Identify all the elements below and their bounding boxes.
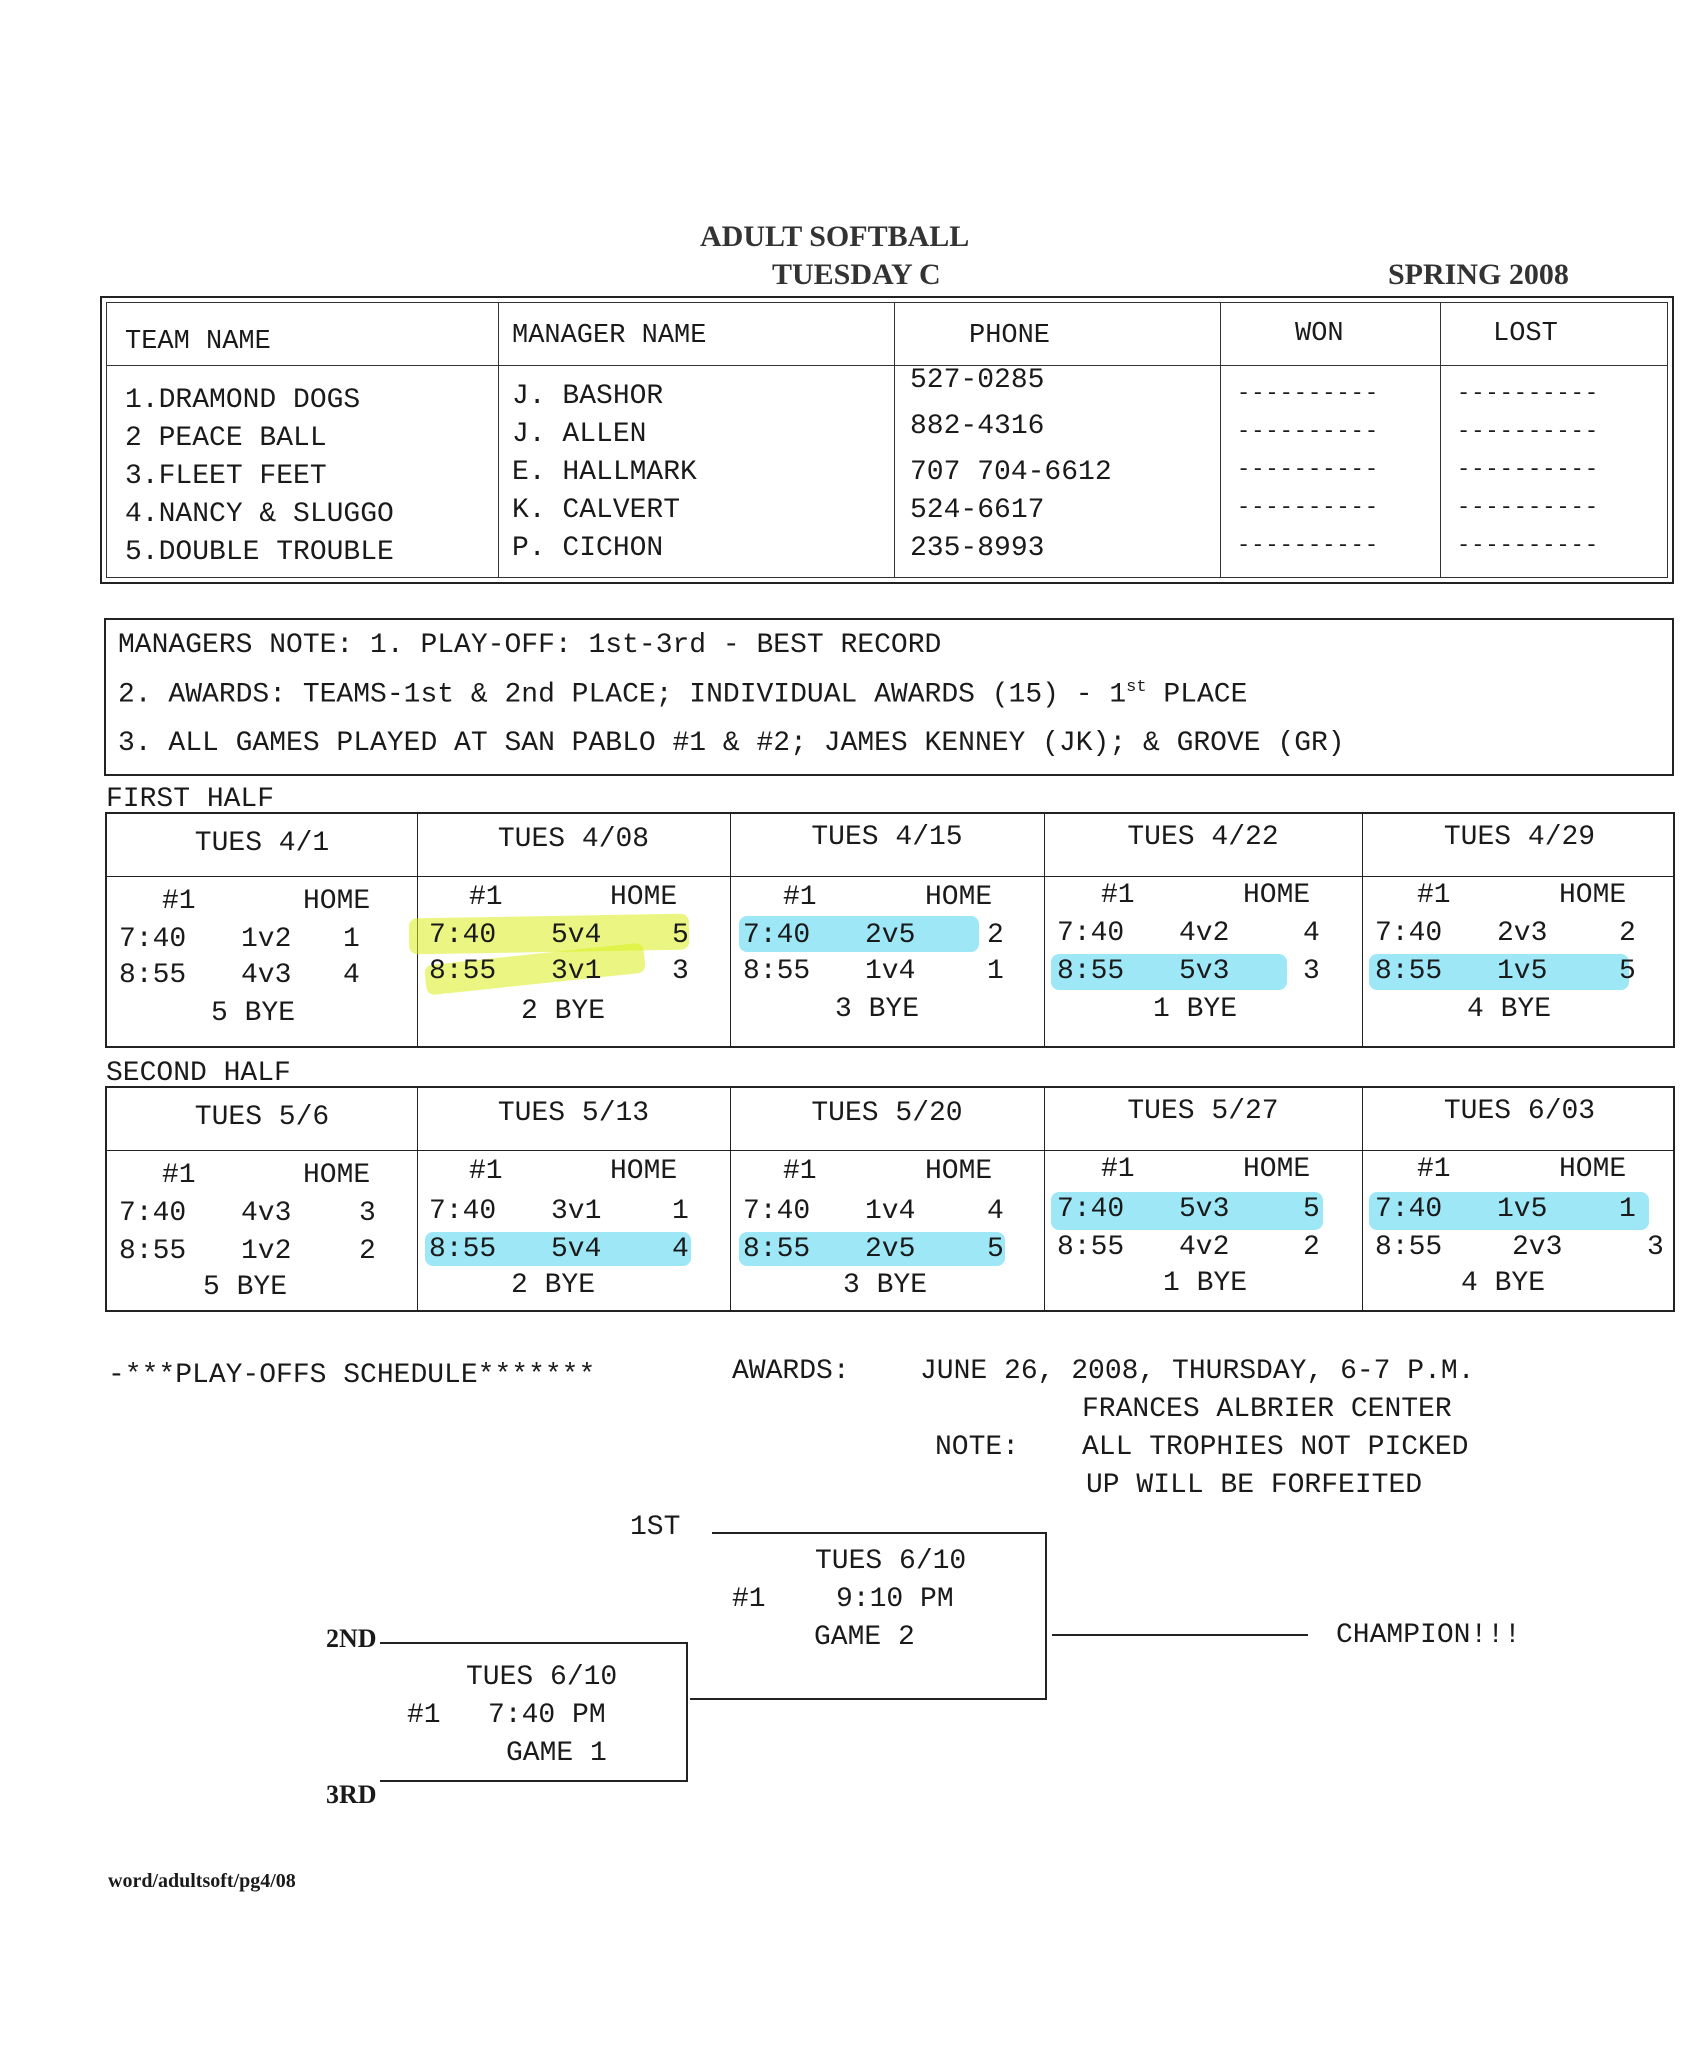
matchup: 4v2 <box>1179 918 1230 949</box>
matchup: 5v4 <box>551 920 602 951</box>
matchup: 2v5 <box>865 1234 916 1265</box>
field-label: #1 <box>469 882 503 913</box>
team-name: 2 PEACE BALL <box>125 423 327 454</box>
week-date: TUES 4/29 <box>1443 822 1596 853</box>
game1-time: 7:40 PM <box>488 1700 606 1731</box>
game-time: 7:40 <box>429 1196 497 1227</box>
game-time: 8:55 <box>1057 956 1125 987</box>
trophy-note-line1: ALL TROPHIES NOT PICKED <box>1082 1432 1469 1463</box>
col-header-phone: PHONE <box>969 321 1051 351</box>
game2-name: GAME 2 <box>814 1622 915 1653</box>
home-team: 3 <box>672 956 689 987</box>
home-label: HOME <box>610 882 678 913</box>
matchup: 1v5 <box>1497 956 1548 987</box>
awards-label: AWARDS: <box>732 1356 850 1387</box>
home-team: 3 <box>1647 1232 1664 1263</box>
home-team: 5 <box>1619 956 1636 987</box>
home-label: HOME <box>1243 1154 1311 1185</box>
game-time: 8:55 <box>743 956 811 987</box>
season-label: SPRING 2008 <box>1388 258 1569 291</box>
game2-time: 9:10 PM <box>836 1584 954 1615</box>
game-time: 8:55 <box>1057 1232 1125 1263</box>
home-team: 1 <box>672 1196 689 1227</box>
game-time: 8:55 <box>429 1234 497 1265</box>
matchup: 2v3 <box>1512 1232 1563 1263</box>
home-team: 3 <box>359 1198 376 1229</box>
field-label: #1 <box>162 1160 196 1191</box>
col-header-lost: LOST <box>1493 319 1558 349</box>
home-label: HOME <box>610 1156 678 1187</box>
phone: 235-8993 <box>910 533 1045 564</box>
home-label: HOME <box>1559 1154 1627 1185</box>
field-label: #1 <box>1101 880 1135 911</box>
field-label: #1 <box>1417 880 1451 911</box>
home-label: HOME <box>1559 880 1627 911</box>
matchup: 3v1 <box>551 1196 602 1227</box>
game-time: 7:40 <box>1057 1194 1125 1225</box>
week-date: TUES 5/20 <box>811 1098 963 1129</box>
game-time: 8:55 <box>1375 1232 1443 1263</box>
note-line1: MANAGERS NOTE: 1. PLAY-OFF: 1st-3rd - BEST RECORD <box>118 630 942 661</box>
home-label: HOME <box>303 1160 371 1191</box>
team-name: 5.DOUBLE TROUBLE <box>125 537 394 568</box>
manager-name: J. ALLEN <box>512 419 647 450</box>
matchup: 5v3 <box>1179 1194 1230 1225</box>
matchup: 1v2 <box>241 924 292 955</box>
home-team: 1 <box>1619 1194 1636 1225</box>
manager-name: E. HALLMARK <box>512 457 697 488</box>
note-label: NOTE: <box>935 1432 1020 1463</box>
week-date: TUES 4/15 <box>811 822 963 853</box>
game2-day: TUES 6/10 <box>815 1546 967 1577</box>
game-time: 8:55 <box>1375 956 1443 987</box>
week-date: TUES 4/08 <box>497 824 650 855</box>
home-label: HOME <box>925 1156 993 1187</box>
second-half-grid <box>105 1086 1675 1312</box>
bye-team: 3 BYE <box>835 994 920 1025</box>
home-label: HOME <box>1243 880 1311 911</box>
awards-date: JUNE 26, 2008, THURSDAY, 6-7 P.M. <box>920 1356 1475 1387</box>
home-label: HOME <box>925 882 993 913</box>
home-team: 1 <box>987 956 1004 987</box>
won-blank: ---------- <box>1237 533 1380 558</box>
game-time: 7:40 <box>1375 918 1443 949</box>
won-blank: ---------- <box>1237 381 1380 406</box>
awards-place: FRANCES ALBRIER CENTER <box>1082 1394 1452 1425</box>
home-team: 2 <box>359 1236 376 1267</box>
home-label: HOME <box>303 886 371 917</box>
matchup: 3v1 <box>551 956 602 987</box>
manager-name: J. BASHOR <box>512 381 664 412</box>
lost-blank: ---------- <box>1457 533 1600 558</box>
game-time: 7:40 <box>429 920 497 951</box>
home-team: 3 <box>1303 956 1320 987</box>
roster-table <box>100 296 1674 584</box>
matchup: 2v5 <box>865 920 916 951</box>
game-time: 7:40 <box>743 1196 811 1227</box>
col-header-manager: MANAGER NAME <box>512 321 707 351</box>
home-team: 1 <box>343 924 360 955</box>
team-name: 1.DRAMOND DOGS <box>125 385 361 416</box>
title-line1: ADULT SOFTBALL <box>700 220 970 253</box>
col-header-team: TEAM NAME <box>125 327 271 357</box>
home-team: 4 <box>343 960 360 991</box>
phone: 882-4316 <box>910 411 1045 442</box>
seed-3rd: 3RD <box>326 1780 377 1809</box>
seed-2nd: 2ND <box>326 1624 377 1653</box>
phone: 527-0285 <box>910 365 1045 396</box>
champion-label: CHAMPION!!! <box>1336 1620 1521 1651</box>
matchup: 1v5 <box>1497 1194 1548 1225</box>
home-team: 5 <box>1303 1194 1320 1225</box>
bye-team: 3 BYE <box>843 1270 928 1301</box>
matchup: 2v3 <box>1497 918 1548 949</box>
game1-name: GAME 1 <box>506 1738 607 1769</box>
game-time: 8:55 <box>119 1236 187 1267</box>
second-half-label: SECOND HALF <box>106 1058 291 1089</box>
manager-name: P. CICHON <box>512 533 664 564</box>
first-half-grid <box>105 812 1675 1048</box>
bye-team: 2 BYE <box>511 1270 596 1301</box>
matchup: 1v2 <box>241 1236 292 1267</box>
note-line2: 2. AWARDS: TEAMS-1st & 2nd PLACE; INDIVIDUAL AWARDS (15) - 1st PLACE <box>118 678 1248 711</box>
home-team: 5 <box>672 920 689 951</box>
game-time: 7:40 <box>119 924 187 955</box>
game2-field: #1 <box>732 1584 766 1615</box>
home-team: 4 <box>1303 918 1320 949</box>
game-time: 7:40 <box>743 920 811 951</box>
bye-team: 1 BYE <box>1153 994 1238 1025</box>
matchup: 5v3 <box>1179 956 1230 987</box>
team-name: 3.FLEET FEET <box>125 461 327 492</box>
game1-day: TUES 6/10 <box>466 1662 618 1693</box>
field-label: #1 <box>1417 1154 1451 1185</box>
week-date: TUES 5/6 <box>194 1102 330 1133</box>
bye-team: 2 BYE <box>521 996 606 1027</box>
matchup: 4v3 <box>241 1198 292 1229</box>
field-label: #1 <box>469 1156 503 1187</box>
field-label: #1 <box>783 882 817 913</box>
bye-team: 4 BYE <box>1461 1268 1546 1299</box>
matchup: 1v4 <box>865 1196 916 1227</box>
footer-path: word/adultsoft/pg4/08 <box>108 1870 296 1892</box>
lost-blank: ---------- <box>1457 381 1600 406</box>
home-team: 2 <box>1619 918 1636 949</box>
lost-blank: ---------- <box>1457 457 1600 482</box>
team-name: 4.NANCY & SLUGGO <box>125 499 394 530</box>
won-blank: ---------- <box>1237 419 1380 444</box>
manager-name: K. CALVERT <box>512 495 681 526</box>
bye-team: 5 BYE <box>211 998 296 1029</box>
title-line2: TUESDAY C <box>772 258 941 291</box>
home-team: 4 <box>672 1234 689 1265</box>
won-blank: ---------- <box>1237 495 1380 520</box>
game-time: 8:55 <box>119 960 187 991</box>
lost-blank: ---------- <box>1457 495 1600 520</box>
game-time: 8:55 <box>429 956 497 987</box>
playoffs-heading: -***PLAY-OFFS SCHEDULE******* <box>108 1360 596 1391</box>
field-label: #1 <box>1101 1154 1135 1185</box>
game-time: 8:55 <box>743 1234 811 1265</box>
week-date: TUES 4/22 <box>1127 822 1279 853</box>
game-time: 7:40 <box>1375 1194 1443 1225</box>
first-half-label: FIRST HALF <box>106 784 275 815</box>
week-date: TUES 5/13 <box>497 1098 650 1129</box>
managers-note <box>104 618 1674 776</box>
won-blank: ---------- <box>1237 457 1380 482</box>
week-date: TUES 4/1 <box>194 828 330 859</box>
game1-field: #1 <box>407 1700 441 1731</box>
field-label: #1 <box>162 886 196 917</box>
week-date: TUES 6/03 <box>1443 1096 1596 1127</box>
matchup: 1v4 <box>865 956 916 987</box>
seed-1st: 1ST <box>630 1512 681 1543</box>
phone: 524-6617 <box>910 495 1045 526</box>
game-time: 7:40 <box>1057 918 1125 949</box>
note-line3: 3. ALL GAMES PLAYED AT SAN PABLO #1 & #2; JAMES KENNEY (JK); & GROVE (GR) <box>118 728 1345 759</box>
phone: 707 704-6612 <box>910 457 1112 488</box>
home-team: 5 <box>987 1234 1004 1265</box>
home-team: 2 <box>1303 1232 1320 1263</box>
home-team: 2 <box>987 920 1004 951</box>
matchup: 4v2 <box>1179 1232 1230 1263</box>
col-header-won: WON <box>1295 319 1344 349</box>
game-time: 7:40 <box>119 1198 187 1229</box>
bye-team: 5 BYE <box>203 1272 288 1303</box>
week-date: TUES 5/27 <box>1127 1096 1279 1127</box>
matchup: 4v3 <box>241 960 292 991</box>
home-team: 4 <box>987 1196 1004 1227</box>
trophy-note-line2: UP WILL BE FORFEITED <box>1086 1470 1423 1501</box>
bye-team: 4 BYE <box>1467 994 1552 1025</box>
bye-team: 1 BYE <box>1163 1268 1248 1299</box>
field-label: #1 <box>783 1156 817 1187</box>
lost-blank: ---------- <box>1457 419 1600 444</box>
matchup: 5v4 <box>551 1234 602 1265</box>
